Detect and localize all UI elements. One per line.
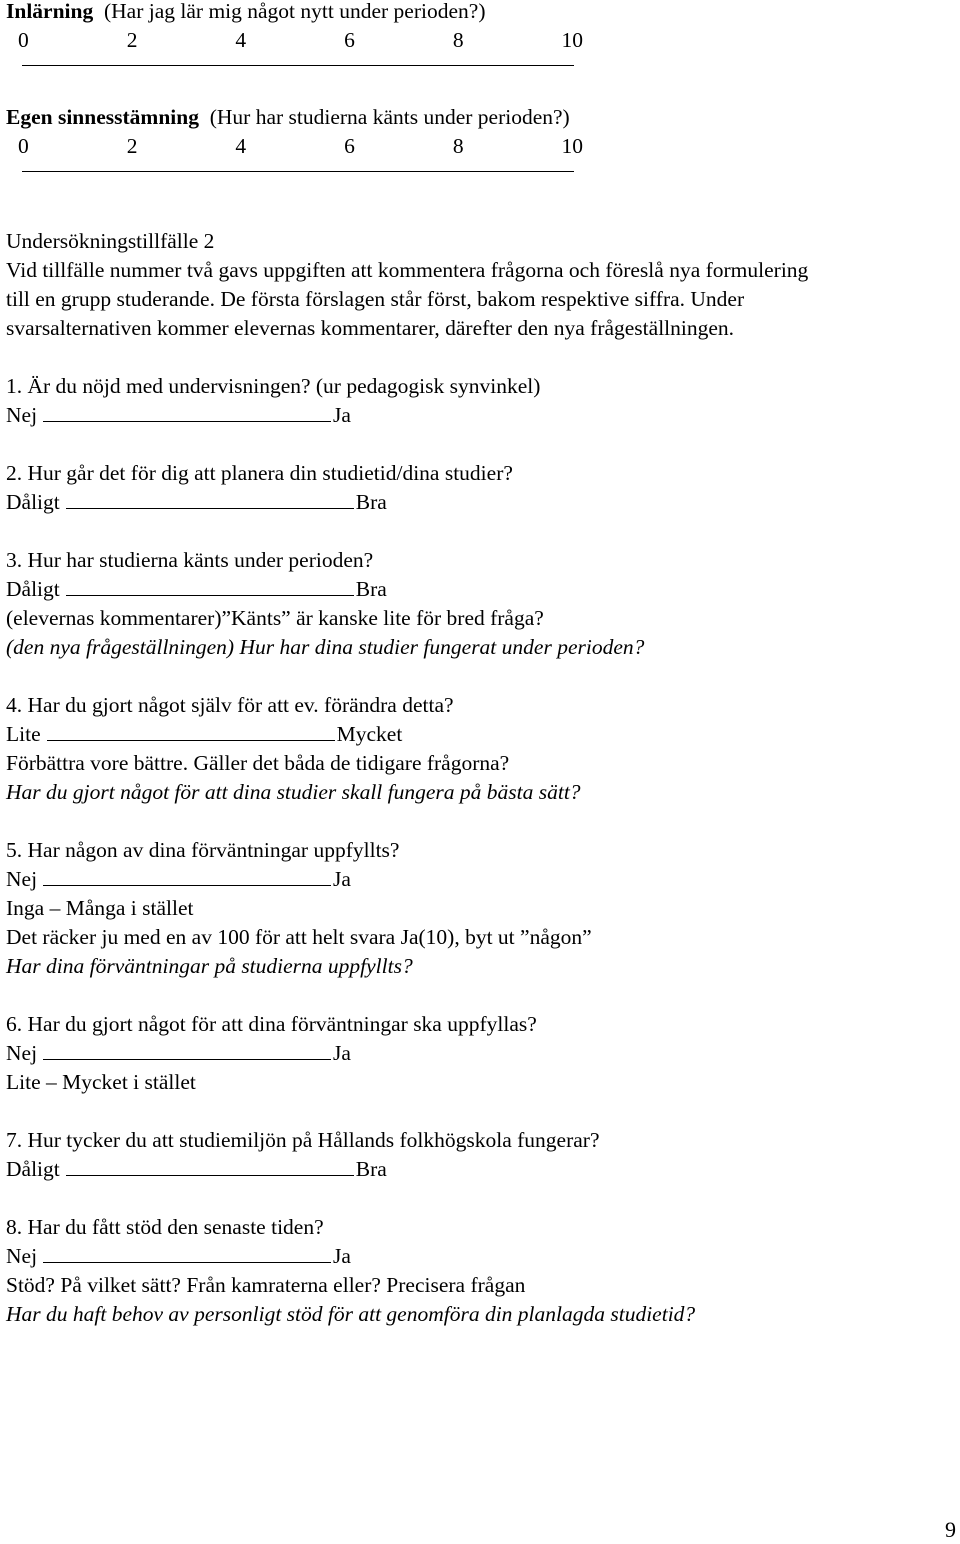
intro-text: Vid tillfälle nummer två gavs uppgiften att kommentera frågorna och föreslå nya formulering <box>6 258 809 282</box>
scale-line <box>22 55 574 66</box>
scale-tick: 2 <box>126 134 138 158</box>
scale-left-label: Dåligt <box>6 490 60 514</box>
answer-scale <box>6 488 954 517</box>
answer-line[interactable] <box>66 488 354 509</box>
scale-right-label: Ja <box>333 1244 351 1268</box>
scale-tick: 10 <box>561 134 584 158</box>
rating-scale <box>6 26 583 55</box>
scale-right-label: Bra <box>355 1157 387 1181</box>
scale-left-label: Nej <box>6 1244 38 1268</box>
student-comment: (elevernas kommentarer)”Känts” är kanske lite för bred fråga? <box>6 606 544 630</box>
answer-scale <box>6 865 954 894</box>
question-block <box>6 546 954 691</box>
scale-right-label: Mycket <box>336 722 403 746</box>
question-block <box>6 372 954 459</box>
question-block <box>6 1010 954 1126</box>
scale-line <box>22 161 574 172</box>
student-comment: Förbättra vore bättre. Gäller det båda de tidigare frågorna? <box>6 751 510 775</box>
revised-question: Har dina förväntningar på studierna uppfyllts? <box>6 954 413 978</box>
section-subtitle: (Hur har studierna känts under perioden?) <box>198 105 570 129</box>
intro-heading: Undersökningstillfälle 2 <box>6 229 215 253</box>
scale-right-label: Bra <box>355 490 387 514</box>
student-comment: Det räcker ju med en av 100 för att helt svara Ja(10), byt ut ”någon” <box>6 925 592 949</box>
answer-scale <box>6 720 954 749</box>
question-text: 5. Har någon av dina förväntningar uppfyllts? <box>6 838 400 862</box>
scale-tick: 8 <box>452 28 464 52</box>
document-page <box>6 0 954 1329</box>
answer-line[interactable] <box>43 1039 331 1060</box>
answer-line[interactable] <box>47 720 335 741</box>
question-block <box>6 459 954 546</box>
section-title: Egen sinnesstämning <box>6 105 199 129</box>
student-comment: Lite – Mycket i stället <box>6 1070 196 1094</box>
answer-scale <box>6 1039 954 1068</box>
answer-line[interactable] <box>66 575 354 596</box>
answer-line[interactable] <box>43 401 331 422</box>
answer-line[interactable] <box>43 865 331 886</box>
scale-left-label: Nej <box>6 867 38 891</box>
question-text: 7. Hur tycker du att studiemiljön på Hållands folkhögskola fungerar? <box>6 1128 600 1152</box>
scale-tick: 4 <box>235 28 247 52</box>
scale-left-label: Dåligt <box>6 577 60 601</box>
question-text: 4. Har du gjort något själv för att ev. förändra detta? <box>6 693 454 717</box>
scale-right-label: Ja <box>333 867 351 891</box>
question-text: 2. Hur går det för dig att planera din studietid/dina studier? <box>6 461 513 485</box>
student-comment: Inga – Många i stället <box>6 896 194 920</box>
scale-left-label: Nej <box>6 403 38 427</box>
question-block <box>6 691 954 836</box>
question-block <box>6 1126 954 1213</box>
scale-left-label: Dåligt <box>6 1157 60 1181</box>
scale-tick: 10 <box>561 28 584 52</box>
question-block <box>6 836 954 1010</box>
scale-tick: 6 <box>344 28 355 52</box>
scale-tick: 0 <box>18 134 29 158</box>
scale-tick: 0 <box>18 28 29 52</box>
question-text: 1. Är du nöjd med undervisningen? (ur pedagogisk synvinkel) <box>6 374 541 398</box>
intro-text: svarsalternativen kommer elevernas kommentarer, därefter den nya frågeställningen. <box>6 316 735 340</box>
student-comment: Stöd? På vilket sätt? Från kamraterna eller? Precisera frågan <box>6 1273 526 1297</box>
scale-tick: 2 <box>126 28 138 52</box>
revised-question: (den nya frågeställningen) Hur har dina studier fungerat under perioden? <box>6 635 645 659</box>
question-text: 6. Har du gjort något för att dina förväntningar ska uppfyllas? <box>6 1012 537 1036</box>
scale-tick: 8 <box>452 134 464 158</box>
question-block <box>6 1213 954 1329</box>
answer-line[interactable] <box>66 1155 354 1176</box>
scale-left-label: Nej <box>6 1041 38 1065</box>
question-list <box>6 372 954 1329</box>
revised-question: Har du gjort något för att dina studier skall fungera på bästa sätt? <box>6 780 581 804</box>
rating-scale <box>6 132 583 161</box>
section-inlarning <box>6 0 954 26</box>
revised-question: Har du haft behov av personligt stöd för att genomföra din planlagda studietid? <box>6 1302 696 1326</box>
section-title: Inlärning <box>6 0 94 23</box>
section-subtitle: (Har jag lär mig något nytt under perioden?) <box>93 0 486 23</box>
scale-right-label: Ja <box>333 403 351 427</box>
scale-tick: 6 <box>344 134 355 158</box>
answer-scale <box>6 1155 954 1184</box>
scale-left-label: Lite <box>6 722 41 746</box>
question-text: 8. Har du fått stöd den senaste tiden? <box>6 1215 324 1239</box>
answer-line[interactable] <box>43 1242 331 1263</box>
page-number: 9 <box>945 1517 956 1542</box>
answer-scale <box>6 575 954 604</box>
answer-scale <box>6 1242 954 1271</box>
scale-tick: 4 <box>235 134 247 158</box>
section-sinnesstamning <box>6 103 954 132</box>
question-text: 3. Hur har studierna känts under perioden? <box>6 548 374 572</box>
intro-text: till en grupp studerande. De första förslagen står först, bakom respektive siffra. Under <box>6 287 745 311</box>
answer-scale <box>6 401 954 430</box>
scale-right-label: Bra <box>355 577 387 601</box>
scale-right-label: Ja <box>333 1041 351 1065</box>
